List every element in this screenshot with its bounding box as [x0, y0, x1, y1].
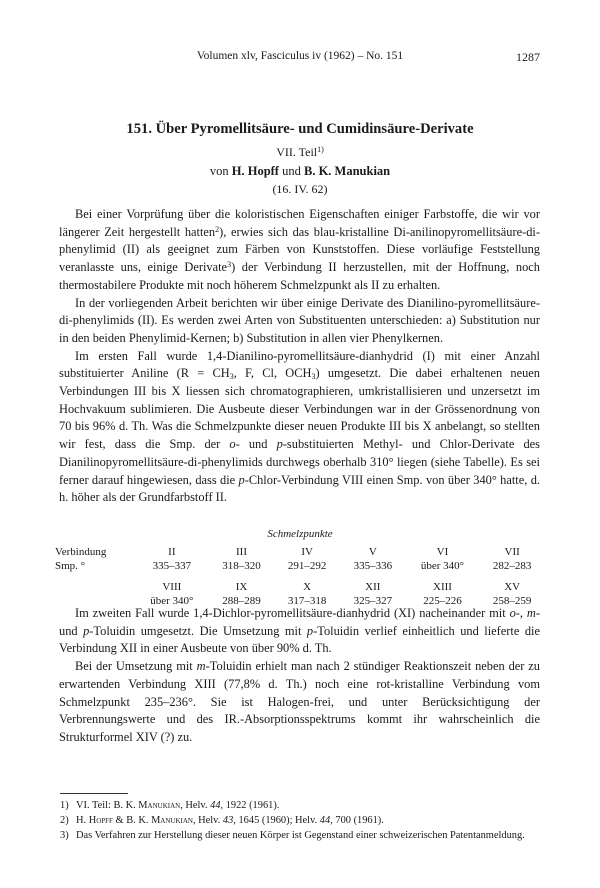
compound-cell: XIII	[433, 581, 452, 593]
article-body-2	[59, 605, 540, 747]
mp-cell: 318–320	[222, 560, 261, 572]
compound-cell: XV	[504, 581, 521, 593]
author-2: B. K. Manukian	[303, 164, 391, 178]
footnote-ref-3: 3	[227, 260, 232, 270]
footnotes	[60, 798, 540, 843]
author-1: H. Hopff	[231, 164, 279, 178]
article-date: (16. IV. 62)	[272, 182, 328, 196]
table-row-mp-1	[55, 559, 545, 573]
footnote-divider	[60, 793, 128, 794]
mp-cell: über 340°	[150, 595, 194, 607]
compound-cell: VIII	[162, 581, 182, 593]
subtitle-text: VII. Teil	[276, 145, 318, 159]
article-body-1	[59, 206, 540, 507]
compound-cell: II	[168, 546, 176, 558]
authors-und: und	[282, 164, 301, 178]
table-row-compounds-1	[55, 545, 545, 559]
mp-cell: 335–337	[152, 560, 192, 572]
page-number: 1287	[516, 50, 540, 64]
article-subtitle	[60, 145, 540, 160]
mp-cell: 317–318	[287, 595, 327, 607]
mp-cell: 225–226	[423, 595, 462, 607]
paragraph-1: Bei einer Vorprüfung über die koloristischen Eigenschaften einiger Farbstoffe, die wir vor längerer Zeit hergestellt hatten$^2$), erwies sich das blau-kristalline Di-anilinopyromellitsäure-di-phenylimid (II) als geeignet zum Färben von Kunststoffen. Diese vorläufige Feststellung veranlasste uns, einige Derivate$^3$) der Verbindung II herzustellen, mit der Hoffnung, noch thermostabilere Produkte mit noch höherem Schmelzpunkt als II zu erhalten.	[59, 207, 541, 292]
mp-cell: 288–289	[222, 595, 261, 607]
compound-cell: VII	[504, 546, 520, 558]
row-label-smp: Smp. °	[55, 560, 86, 572]
compound-cell: IV	[301, 546, 313, 558]
paragraph-3: Im ersten Fall wurde 1,4-Dianilino-pyromellitsäure-dianhydrid (I) mit einer Anzahl substituierter Aniline ($R = CH_3$, F, Cl, $OCH_3$) umgesetzt. Die dabei erhaltenen neuen Verbindungen III bis X liessen sich chromatographieren, umkristallisieren und unzersetzt im Hochvakuum sublimieren. Die Ausbeute dieser Verbindungen war in der Grössenordnung von 70 bis 96% d. Th. Was die Schmelzpunkte dieser neuen Produkte III bis X anbelangt, so stellten wir fest, dass die Smp. der o- und p-substituierten Methyl- und Chlor-Derivate des Dianilinopyromellitsäure-di-phenylimids durchwegs oberhalb 310° liegen (siehe Tabelle). Es sei ferner darauf hingewiesen, dass die p-Chlor-Verbindung VIII einen Smp. von über 340° hatte, d. h. höher als der Grundfarbstoff II.	[59, 348, 540, 505]
footnote-2: 2) H. Hopff & B. K. Manukian, Helv. 43, 1645 (1960); Helv. 44, 700 (1961).	[60, 815, 384, 826]
paragraph-2: In der vorliegenden Arbeit berichten wir über einige Derivate des Dianilino-pyromellitsäure-di-phenylimids (II). Es werden zwei Arten von Substituenten unterschieden: a) Substitution nur in den beiden Phenylimid-Kernen; b) Substitution in allen vier Phenylkernen.	[59, 295, 540, 345]
footnote-1: 1) VI. Teil: B. K. Manukian, Helv. 44, 1922 (1961).	[60, 800, 280, 811]
article-authors	[60, 164, 540, 179]
row-label-verbindung: Verbindung	[55, 546, 107, 558]
mp-cell: 325–327	[353, 595, 393, 607]
mp-cell: 258–259	[492, 595, 532, 607]
compound-cell: XII	[365, 581, 381, 593]
mp-cell: 291–292	[287, 560, 327, 572]
compound-cell: V	[368, 546, 377, 558]
paragraph-5: Bei der Umsetzung mit m-Toluidin erhielt man nach 2 stündiger Reaktionszeit neben der zu erwartenden Verbindung XIII (77,8% d. Th.) noch eine rot-kristalline Verbindung vom Schmelzpunkt 235–236°. Sie ist Halogen-frei, und unter Berücksichtigung der Verbrennungswerte und des IR.-Absorptionsspektrums kommt ihr wahrscheinlich die Strukturformel XIV (?) zu.	[59, 659, 540, 744]
footnote-ref-2: 2	[215, 224, 220, 234]
melting-point-table	[55, 545, 545, 608]
compound-cell: III	[236, 546, 247, 558]
footnote-3: 3) Das Verfahren zur Herstellung dieser neuen Körper ist Gegenstand einer schweizerischen Patentanmeldung.	[60, 830, 525, 841]
running-title: Volumen xlv, Fasciculus iv (1962) – No. 151	[196, 50, 404, 62]
table-row-compounds-2	[55, 580, 545, 594]
paragraph-4: Im zweiten Fall wurde 1,4-Dichlor-pyromellitsäure-dianhydrid (XI) nacheinander mit o-, m- und p-Toluidin umgesetzt. Die Umsetzung mit p-Toluidin verlief einheitlich und lieferte die Verbindung XII in einer Ausbeute von über 90% d. Th.	[59, 606, 540, 656]
compound-cell: IX	[235, 581, 248, 593]
mp-cell: 282–283	[492, 560, 532, 572]
mp-cell: 335–336	[353, 560, 393, 572]
authors-von: von	[209, 164, 229, 178]
article-title: 151. Über Pyromellitsäure- und Cumidinsäure-Derivate	[126, 121, 474, 137]
table-caption: Schmelzpunkte	[267, 528, 333, 540]
mp-cell: über 340°	[420, 560, 465, 572]
compound-cell: X	[303, 581, 312, 593]
compound-cell: VI	[436, 546, 449, 558]
footnote-ref-1: 1)	[317, 145, 324, 154]
